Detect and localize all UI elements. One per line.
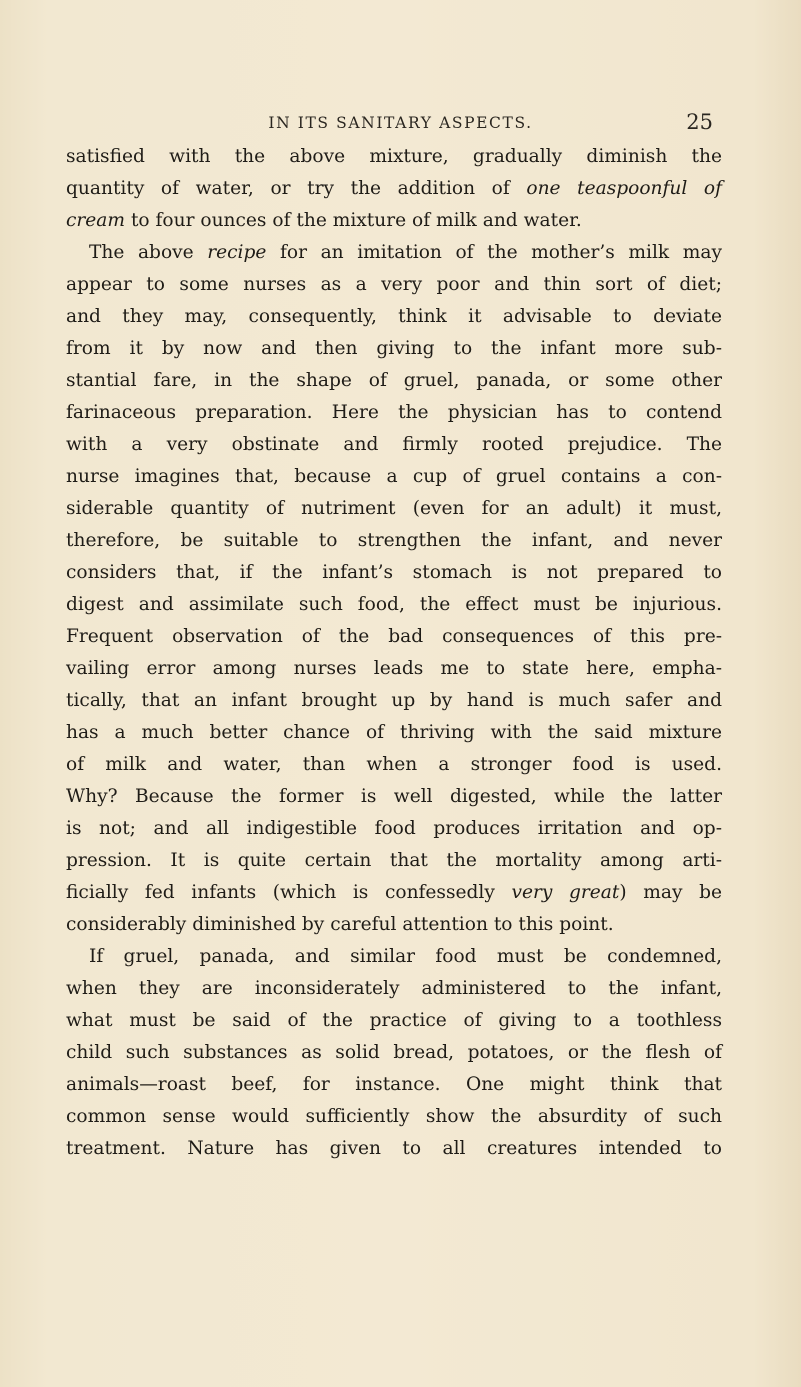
page-header xyxy=(0,110,801,136)
paragraph-first-line: If gruel, panada, and similar food must be condemned, xyxy=(89,946,722,967)
text-line: animals—roast beef, for instance. One might think that xyxy=(66,1074,722,1095)
text-line: vailing error among nurses leads me to state here, empha- xyxy=(66,658,722,679)
text-line: siderable quantity of nutriment (even for an adult) it must, xyxy=(66,498,722,519)
text-line: from it by now and then giving to the infant more sub- xyxy=(66,338,722,359)
text-line: with a very obstinate and firmly rooted prejudice. The xyxy=(66,434,722,455)
text-line: pression. It is quite certain that the mortality among arti- xyxy=(66,850,722,871)
text-line: and they may, consequently, think it advisable to deviate xyxy=(66,306,722,327)
running-head: IN ITS SANITARY ASPECTS. xyxy=(268,114,533,132)
text-line: considerably diminished by careful attention to this point. xyxy=(66,914,614,935)
page-number: 25 xyxy=(686,110,713,134)
text-line: digest and assimilate such food, the effect must be injurious. xyxy=(66,594,722,615)
body-text xyxy=(66,141,722,1165)
text-line: is not; and all indigestible food produces irritation and op- xyxy=(66,818,722,839)
paragraph-first-line: The above recipe for an imitation of the mother’s milk may xyxy=(89,242,722,263)
text-line: satisfied with the above mixture, gradually diminish the xyxy=(66,146,722,167)
text-line: treatment. Nature has given to all creatures intended to xyxy=(66,1138,722,1159)
text-line: Why? Because the former is well digested, while the latter xyxy=(66,786,722,807)
text-line: has a much better chance of thriving with the said mixture xyxy=(66,722,722,743)
text-line: common sense would sufficiently show the absurdity of such xyxy=(66,1106,722,1127)
text-line: ficially fed infants (which is confessedly very great) may be xyxy=(66,882,722,903)
text-line: stantial fare, in the shape of gruel, panada, or some other xyxy=(66,370,722,391)
text-line: tically, that an infant brought up by hand is much safer and xyxy=(66,690,722,711)
text-line: therefore, be suitable to strengthen the infant, and never xyxy=(66,530,722,551)
text-line: when they are inconsiderately administered to the infant, xyxy=(66,978,722,999)
text-line: considers that, if the infant’s stomach is not prepared to xyxy=(66,562,722,583)
text-line: farinaceous preparation. Here the physician has to contend xyxy=(66,402,722,423)
text-line: Frequent observation of the bad consequences of this pre- xyxy=(66,626,722,647)
text-line: of milk and water, than when a stronger food is used. xyxy=(66,754,722,775)
text-line: cream to four ounces of the mixture of milk and water. xyxy=(66,210,582,231)
text-line: what must be said of the practice of giving to a toothless xyxy=(66,1010,722,1031)
text-line: child such substances as solid bread, potatoes, or the flesh of xyxy=(66,1042,722,1063)
text-line: appear to some nurses as a very poor and thin sort of diet; xyxy=(66,274,722,295)
text-line: nurse imagines that, because a cup of gruel contains a con- xyxy=(66,466,722,487)
text-line: quantity of water, or try the addition of one teaspoonful of xyxy=(66,178,723,199)
